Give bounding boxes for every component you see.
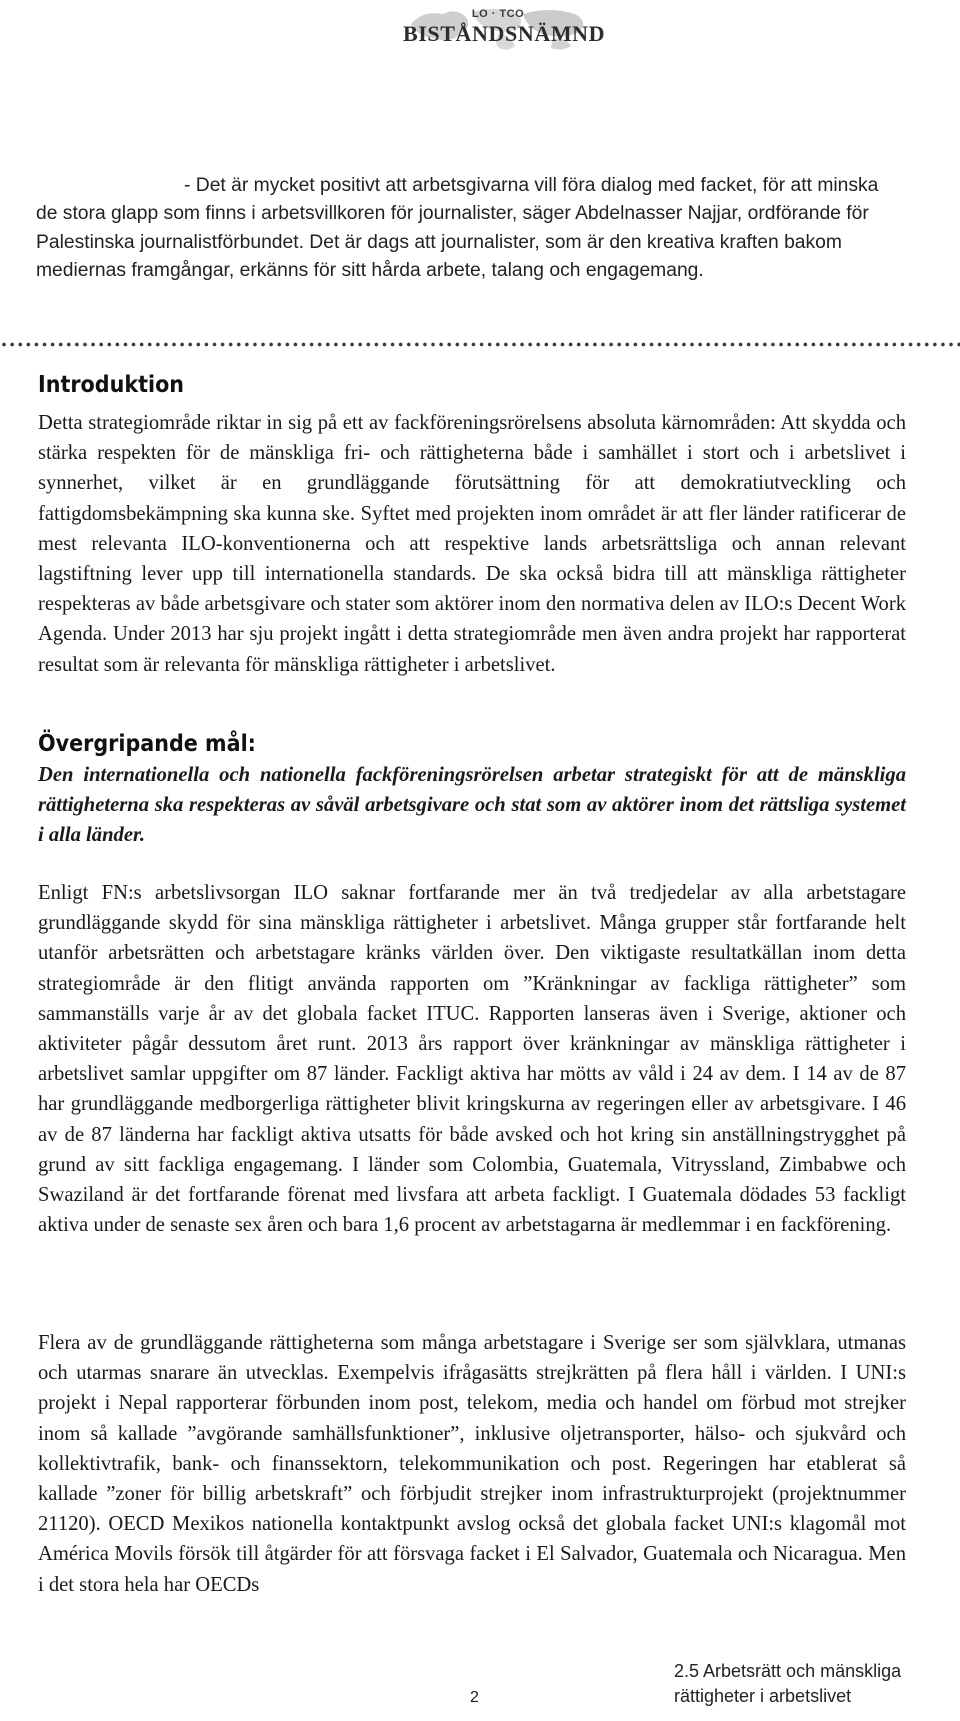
introduction-paragraph: Detta strategiområde riktar in sig på ett av fackföreningsrörelsens absoluta kärnområden: Att skydda och stärka respekten för de mänskliga fri- och rättigheterna både i samhället i stort och i arbetslivet i synnerhet, vilket är en grundläggande förutsättning för att demokratiutveckling och fattigdomsbekämpning ska kunna ske. Syftet med projekten inom området är att fler länder ratificerar de mest relevanta ILO-konventionerna och att respektive lands arbetsrättsliga och annan relevant lagstiftning lever upp till internationella standards. De ska också bidra till att mänskliga rättigheter respekteras av både arbetsgivare och stater som aktörer inom den normativa delen av ILO:s Decent Work Agenda. Under 2013 har sju projekt ingått i detta strategiområde men även andra projekt har rapporterat resultat som är relevanta för mänskliga rättigheter i arbetslivet. [38,412,906,676]
quote-paragraph: - Det är mycket positivt att arbetsgivarna vill föra dialog med facket, för att minska de stora glapp som finns i arbetsvillkoren för journalister, säger Abdelnasser Najjar, ordförande för Palestinska journalistförbundet. Det är dags att journalister, som är den kreativa kraften bakom mediernas framgångar, erkänns för sitt hårda arbete, talang och engagemang. [36,175,879,282]
footer-title-line-1: 2.5 Arbetsrätt och mänskliga [674,1661,902,1681]
organization-logo [403,4,606,54]
body-paragraph-rights: Flera av de grundläggande rättigheterna som många arbetstagare i Sverige ser som självklara, utmanas och utarmas snarare än utvecklas. Exempelvis ifrågasätts strejkrätten på flera håll i världen. I UNI:s projekt i Nepal rapporterar förbunden inom post, telekom, media och handel om förbud mot strejker inom så kallade ”avgörande samhällsfunktioner”, inklusive oljetransporter, hälso- och sjukvård och kollektivtrafik, bank- och finanssektorn, telekommunikation och post. Regeringen har etablerat så kallade ”zoner för billig arbetskraft” och förbjudit strejker inom infrastrukturprojekt (projektnummer 21120). OECD Mexikos nationella kontaktpunkt avslog också det globala facket UNI:s klagomål mot América Movils försök till åtgärder för att försvaga facket i El Salvador, Guatemala och Nicaragua. Men i det stora hela har OECDs [38,1332,906,1596]
body-paragraph-ilo: Enligt FN:s arbetslivsorgan ILO saknar fortfarande mer än två tredjedelar av alla arbetstagare grundläggande skydd för sina mänskliga rättigheter i arbetslivet. Många grupper står fortfarande helt utanför arbetsrätten och arbetstagare kränks världen över. Den viktigaste resultatkällan inom detta strategiområde är den flitigt använda rapporten om ”Kränkningar av fackliga rättigheter” som sammanställs varje år av det globala facket ITUC. Rapporten lanseras även i Sverige, aktioner och aktiviteter pågår dessutom året runt. 2013 års rapport över kränkningar av mänskliga rättigheter i arbetslivet samlar uppgifter om 87 länder. Fackligt aktiva har mötts av våld i 24 av dem. I 14 av de 87 har grundläggande medborgerliga rättigheter blivit kringskurna av regeringen eller av arbetsgivare. I 46 av de 87 länderna har fackligt aktiva utsatts för både avsked och hot kring sin anställningstrygghet på grund av sitt fackliga engagemang. I länder som Colombia, Guatemala, Vitryssland, Zimbabwe och Swaziland är det fortfarande förenat med livsfara att arbeta fackligt. I Guatemala dödades 53 fackligt aktiva under de senaste sex åren och bara 1,6 procent av arbetstagarna är medlemmar i en fackförening. [38,882,906,1237]
page-number: 2 [470,1689,479,1706]
footer-title-line-2: rättigheter i arbetslivet [674,1686,852,1706]
goal-paragraph: Den internationella och nationella fackföreningsrörelsen arbetar strategiskt för att de mänskliga rättigheterna ska respekteras av såväl arbetsgivare och stat som av aktörer inom det rättsliga systemet i alla länder. [38,764,906,847]
logo-title: BISTÅNDSNÄMND [403,21,606,46]
dotted-divider [0,342,960,347]
logo-subtitle: LO · TCO [471,8,525,20]
footer-section-title [674,1659,901,1709]
goal-heading: Övergripande mål: [38,731,256,757]
introduction-heading: Introduktion [38,372,185,398]
